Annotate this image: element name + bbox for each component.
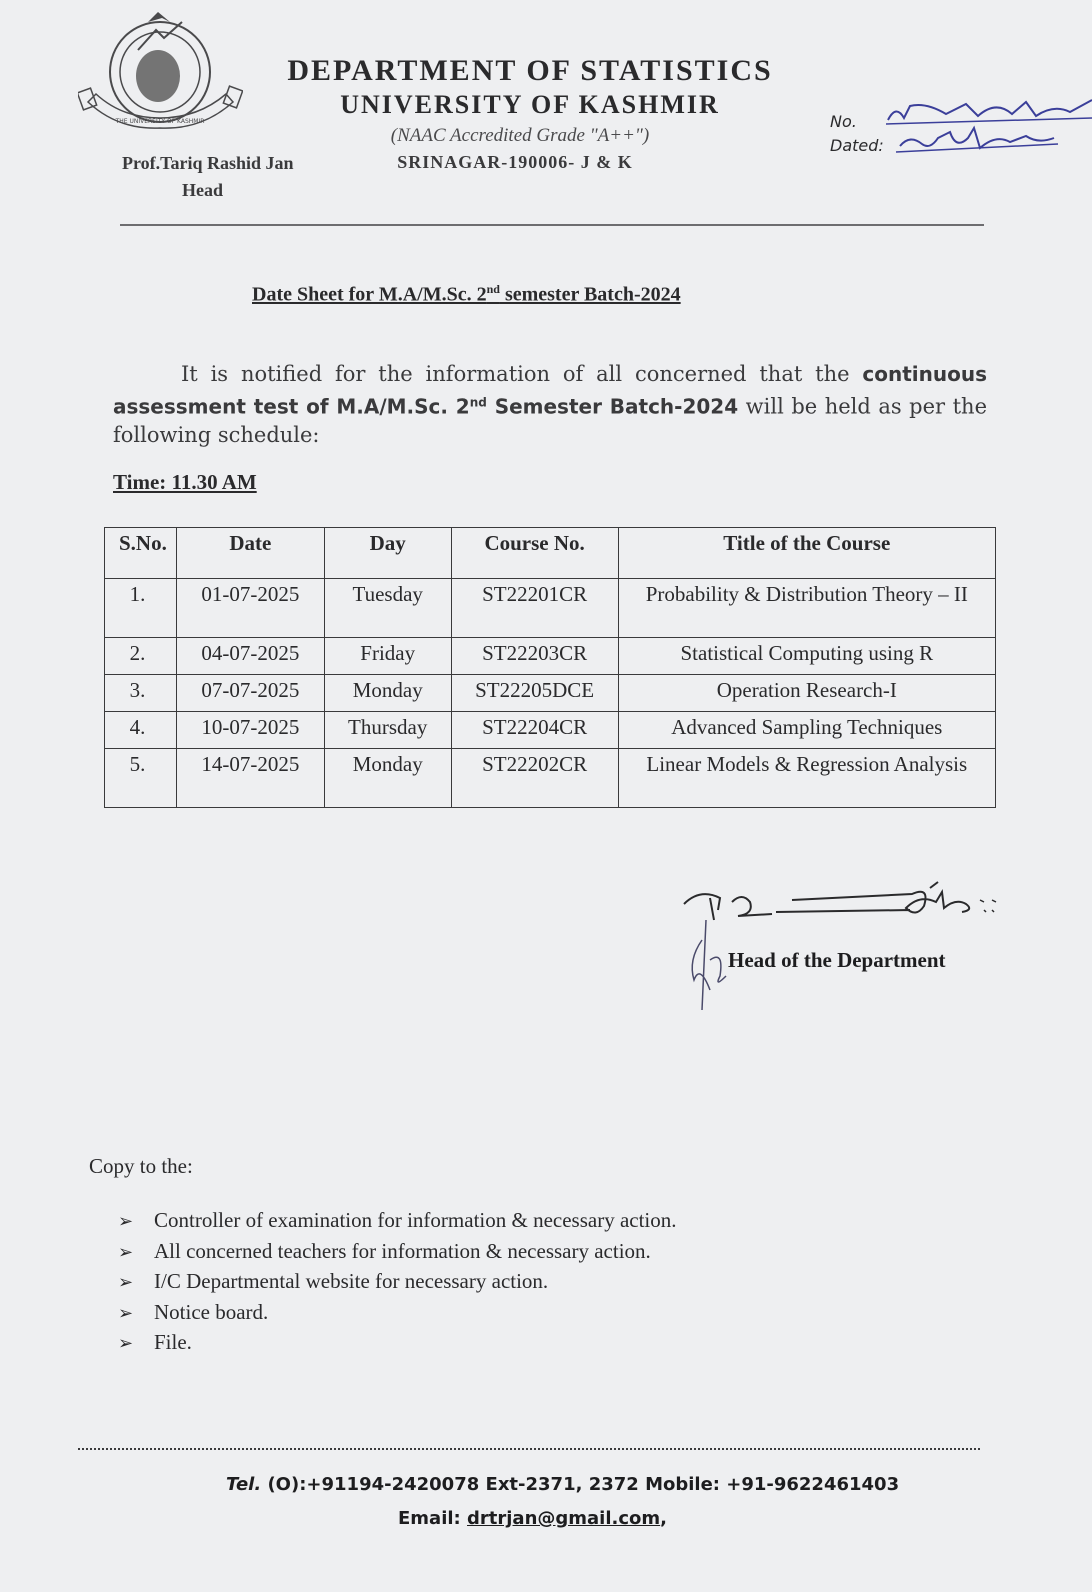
accreditation: (NAAC Accredited Grade "A++") [390,125,650,146]
notice-bold1: continuous assessment test of M.A/M.Sc. 2 [113,362,987,419]
arrow-bullet-icon: ➢ [118,1333,134,1353]
header-date: Date [176,528,324,579]
table-header-row [105,528,996,579]
head-name: Prof.Tariq Rashid Jan [122,153,294,173]
table-row [105,675,996,712]
cell-course-title: Statistical Computing using R [618,638,995,675]
notice-paragraph [113,360,987,449]
cell-course-title: Advanced Sampling Techniques [618,712,995,749]
cell-date: 07-07-2025 [176,675,324,712]
title-sup: nd [486,282,500,296]
header-divider [120,224,984,226]
exam-time: Time: 11.30 AM [113,470,257,494]
cell-day: Monday [324,675,451,712]
university-seal-icon [78,10,243,135]
table-row [105,712,996,749]
title-suffix: semester Batch-2024 [499,283,681,306]
list-item [118,1239,677,1270]
copy-to-list [118,1208,677,1361]
notice-part1: It is notified for the information of all concerned that the [181,362,863,386]
arrow-bullet-icon: ➢ [118,1302,134,1323]
copy-item-text: All concerned teachers for information & necessary action. [154,1238,651,1263]
copy-item-text: File. [154,1330,192,1354]
cell-date: 04-07-2025 [176,638,324,675]
cell-sno: 2. [105,638,177,675]
reference-block [830,108,1090,168]
header-course-no: Course No. [451,528,618,579]
arrow-bullet-icon: ➢ [118,1241,134,1262]
cell-sno: 5. [105,749,177,808]
list-item [118,1330,677,1361]
cell-day: Friday [324,638,451,675]
email-label: Email: [398,1508,468,1529]
cell-date: 14-07-2025 [176,749,324,808]
dated-line [830,136,892,155]
ref-no-label: No. [830,112,857,131]
notice-sup: nd [469,395,487,409]
arrow-bullet-icon: ➢ [118,1272,134,1292]
cell-course-title: Operation Research-I [618,675,995,712]
header-day: Day [324,528,451,579]
copy-to-title: Copy to the: [89,1154,193,1178]
tel-label: Tel. [226,1474,262,1495]
handwritten-reference-icon [886,98,1092,162]
ref-no-line [830,112,892,131]
cell-course-no: ST22203CR [451,638,618,675]
document-title [252,282,681,307]
table-row [105,749,996,808]
copy-item-text: I/C Departmental website for necessary action. [154,1269,549,1293]
table-row [105,638,996,675]
telephone-line [226,1474,899,1495]
cell-course-no: ST22205DCE [451,675,618,712]
header-sno: S.No. [105,528,177,579]
schedule-table [104,527,996,808]
cell-course-title: Probability & Distribution Theory – II [618,579,995,638]
email-link[interactable]: drtrjan@gmail.com [467,1508,661,1529]
cell-sno: 3. [105,675,177,712]
cell-course-no: ST22202CR [451,749,618,808]
cell-course-title: Linear Models & Regression Analysis [618,749,995,808]
seal-text: THE UNIVERSITY OF KASHMIR [115,118,205,125]
list-item [118,1269,677,1300]
title-prefix: Date Sheet for M.A/M.Sc. 2 [252,283,487,306]
notice-part2: will be held as per the following schedule: [113,394,987,447]
department-name: DEPARTMENT OF STATISTICS [287,54,773,87]
arrow-bullet-icon: ➢ [118,1211,134,1231]
cell-sno: 1. [105,579,177,638]
cell-course-no: ST22204CR [451,712,618,749]
cell-sno: 4. [105,712,177,749]
table-row [105,579,996,638]
email-line [398,1508,667,1529]
cell-course-no: ST22201CR [451,579,618,638]
email-suffix: , [660,1508,667,1529]
notice-bold2: Semester Batch-2024 [486,394,739,419]
list-item [118,1208,677,1239]
copy-item-text: Controller of examination for information & necessary action. [154,1208,677,1232]
header-course-title: Title of the Course [618,528,995,579]
footer-divider [78,1448,980,1450]
cell-date: 10-07-2025 [176,712,324,749]
tel-text: (O):+91194-2420078 Ext-2371, 2372 Mobile: +91-9622461403 [261,1474,900,1495]
city-address: SRINAGAR-190006- J & K [397,152,633,172]
cell-date: 01-07-2025 [176,579,324,638]
head-role: Head [182,180,224,200]
copy-item-text: Notice board. [154,1299,269,1324]
list-item [118,1300,677,1331]
head-of-department: Head of the Department [728,948,946,972]
university-name: UNIVERSITY OF KASHMIR [340,90,720,119]
cell-day: Thursday [324,712,451,749]
dated-label: Dated: [830,136,884,155]
cell-day: Tuesday [324,579,451,638]
cell-day: Monday [324,749,451,808]
